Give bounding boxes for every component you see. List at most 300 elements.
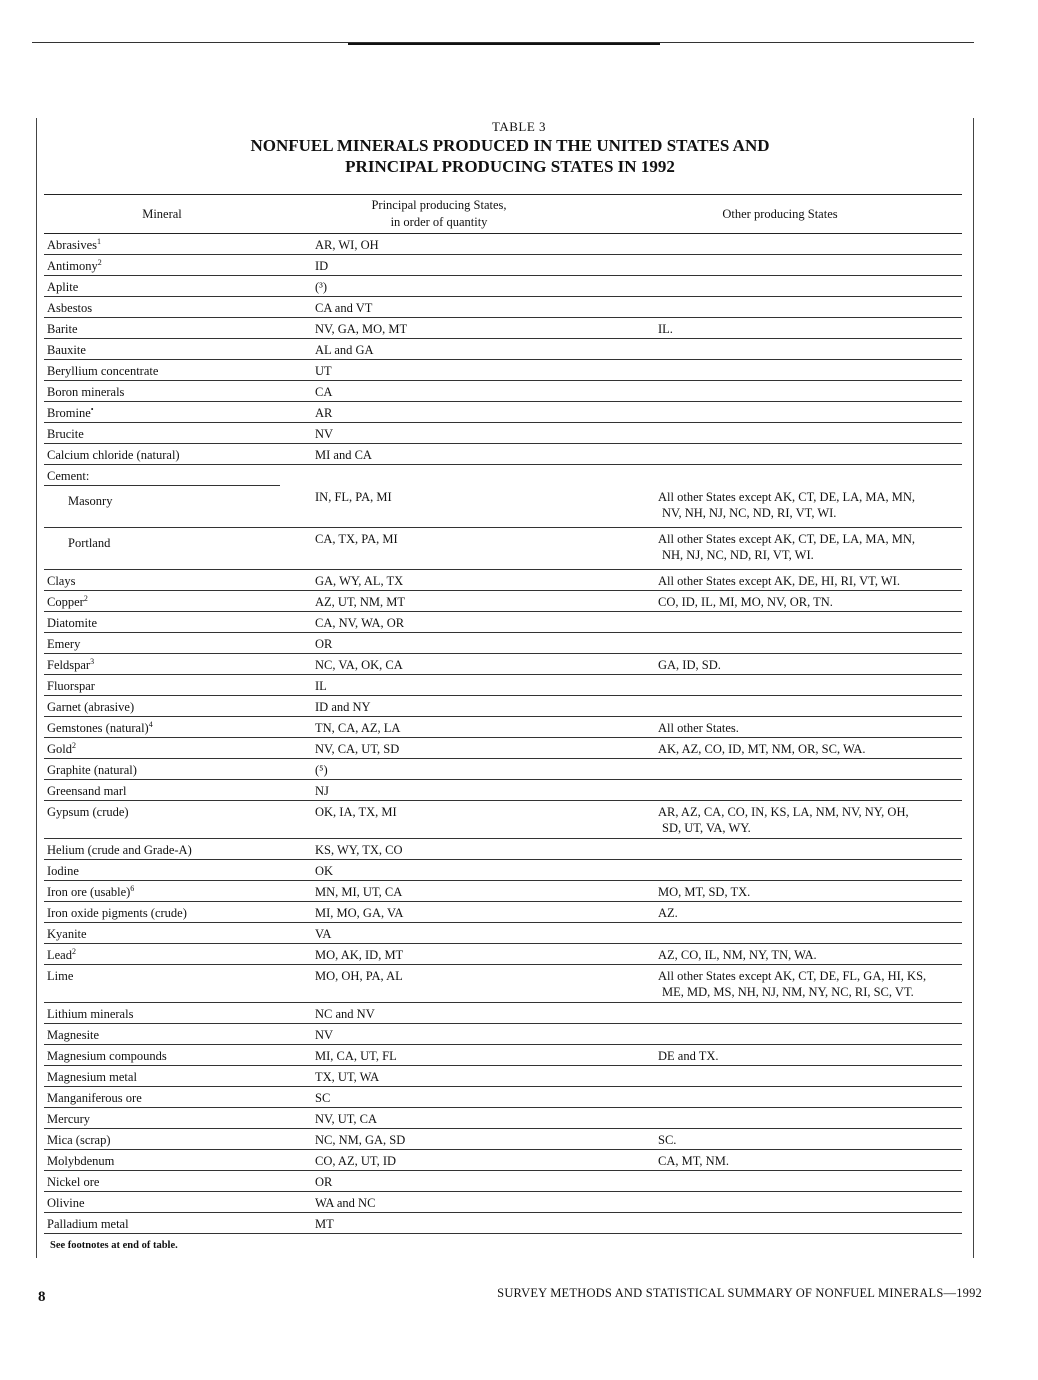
table-row [44, 801, 962, 839]
mineral-name: Lead [47, 948, 72, 962]
principal-states-cell [280, 444, 598, 465]
other-states-cell [598, 1213, 962, 1234]
other-states-cell [598, 759, 962, 780]
other-states-cell [598, 528, 962, 570]
other-states-cell [598, 1066, 962, 1087]
mineral-name: Brucite [47, 427, 84, 441]
mineral-cell [44, 234, 280, 255]
other-states-cell [598, 696, 962, 717]
table-row [44, 1129, 962, 1150]
table-row [44, 780, 962, 801]
table-row-group-header [44, 465, 962, 486]
other-states-cell [598, 570, 962, 591]
mineral-cell [44, 759, 280, 780]
principal-states: NV, GA, MO, MT [315, 322, 408, 336]
principal-states-cell [280, 881, 598, 902]
principal-states-cell [280, 360, 598, 381]
table-row [44, 965, 962, 1003]
principal-states: MI and CA [315, 448, 372, 462]
principal-states: AZ, UT, NM, MT [315, 595, 406, 609]
table-row [44, 1171, 962, 1192]
footnote-marker: 2 [72, 740, 76, 750]
table-title-line-1: NONFUEL MINERALS PRODUCED IN THE UNITED STATES AND [250, 136, 770, 155]
right-margin-line [973, 118, 974, 1258]
other-states-cell [598, 902, 962, 923]
footnote-marker: 6 [130, 883, 135, 893]
other-states: CA, MT, NM. [658, 1154, 729, 1168]
mineral-cell [44, 486, 280, 528]
principal-states-cell [280, 801, 598, 839]
principal-states-cell [280, 675, 598, 696]
other-states-cell [598, 839, 962, 860]
mineral-name: Graphite (natural) [47, 763, 137, 777]
table-row [44, 402, 962, 423]
other-states-cell [598, 318, 962, 339]
mineral-cell [44, 318, 280, 339]
principal-states: WA and NC [315, 1196, 376, 1210]
other-states-cell [598, 965, 962, 1003]
table-row [44, 1087, 962, 1108]
principal-states-cell [280, 1024, 598, 1045]
principal-states: (³) [315, 280, 328, 294]
mineral-cell [44, 1066, 280, 1087]
mineral-cell [44, 944, 280, 965]
principal-states: CA [315, 385, 333, 399]
principal-states-cell [280, 402, 598, 423]
mineral-cell [44, 381, 280, 402]
other-states-cell [598, 381, 962, 402]
principal-states: UT [315, 364, 332, 378]
other-states-cell [598, 360, 962, 381]
mineral-name: Barite [47, 322, 78, 336]
other-states-line-1: All other States except AK, CT, DE, LA, MA, MN, [658, 489, 916, 504]
principal-states-cell [280, 860, 598, 881]
other-states: IL. [658, 322, 673, 336]
principal-states-cell [280, 486, 598, 528]
principal-states-cell [280, 339, 598, 360]
principal-states-cell [280, 1150, 598, 1171]
table-row [44, 759, 962, 780]
other-states-cell [598, 444, 962, 465]
table-row [44, 1066, 962, 1087]
other-states-cell [598, 633, 962, 654]
principal-states: NV, UT, CA [315, 1112, 378, 1126]
footnote-marker: 3 [90, 656, 95, 666]
mineral-name: Feldspar [47, 658, 91, 672]
other-states-cell [598, 423, 962, 444]
page-number: 8 [38, 1289, 46, 1305]
table-label: TABLE 3 [491, 119, 547, 134]
mineral-cell [44, 297, 280, 318]
mineral-cell [44, 1108, 280, 1129]
mineral-group-label: Cement: [47, 469, 90, 483]
mineral-cell [44, 860, 280, 881]
mineral-cell [44, 965, 280, 1003]
principal-states-cell [280, 633, 598, 654]
mineral-cell [44, 612, 280, 633]
principal-states: MO, OH, PA, AL [315, 969, 403, 983]
mineral-name: Kyanite [47, 927, 87, 941]
other-states: MO, MT, SD, TX. [658, 885, 751, 899]
mineral-name: Clays [47, 574, 76, 588]
principal-states: ID and NY [315, 700, 371, 714]
principal-states: AR, WI, OH [315, 238, 379, 252]
mineral-cell [44, 360, 280, 381]
mineral-name: Molybdenum [47, 1154, 115, 1168]
footnote-marker: 2 [71, 946, 76, 956]
column-header-principal-line-2: in order of quantity [390, 215, 488, 229]
principal-states-cell [280, 423, 598, 444]
other-states-cell [598, 1150, 962, 1171]
mineral-cell [44, 1150, 280, 1171]
table-row [44, 881, 962, 902]
other-states-cell [598, 234, 962, 255]
principal-states-cell [280, 234, 598, 255]
mineral-name: Nickel ore [47, 1175, 100, 1189]
mineral-cell [44, 591, 280, 612]
mineral-cell [44, 780, 280, 801]
table-row [44, 1108, 962, 1129]
other-states-cell [598, 486, 962, 528]
principal-states-cell [280, 276, 598, 297]
other-states: All other States. [658, 721, 739, 735]
principal-states-cell [280, 1045, 598, 1066]
other-states: DE and TX. [658, 1049, 719, 1063]
mineral-name: Olivine [47, 1196, 85, 1210]
other-states-cell [598, 717, 962, 738]
minerals-table-body [44, 234, 962, 1234]
other-states-cell [598, 297, 962, 318]
mineral-cell [44, 839, 280, 860]
table-row [44, 923, 962, 944]
mineral-name: Mercury [47, 1112, 91, 1126]
table-row [44, 675, 962, 696]
principal-states: OK, IA, TX, MI [315, 805, 397, 819]
table-row [44, 444, 962, 465]
table-row [44, 1192, 962, 1213]
mineral-name: Masonry [68, 494, 113, 508]
mineral-name: Magnesium metal [47, 1070, 137, 1084]
column-header-principal-line-1: Principal producing States, [371, 198, 507, 212]
principal-states-cell [280, 839, 598, 860]
mineral-cell [44, 1213, 280, 1234]
other-states-cell [598, 801, 962, 839]
principal-states: NC, VA, OK, CA [315, 658, 403, 672]
mineral-name: Asbestos [47, 301, 93, 315]
mineral-name: Calcium chloride (natural) [47, 448, 180, 462]
footnote-marker: 4 [148, 719, 153, 729]
mineral-group-cell [44, 465, 280, 486]
principal-states-cell [280, 717, 598, 738]
other-states: SC. [658, 1133, 677, 1147]
mineral-name: Portland [68, 536, 111, 550]
running-footer: SURVEY METHODS AND STATISTICAL SUMMARY OF NONFUEL MINERALS—1992 [497, 1286, 982, 1300]
mineral-name: Gemstones (natural) [47, 721, 149, 735]
mineral-cell [44, 402, 280, 423]
other-states: All other States except AK, DE, HI, RI, VT, WI. [658, 574, 900, 588]
principal-states: CA, TX, PA, MI [315, 532, 398, 546]
other-states: GA, ID, SD. [658, 658, 721, 672]
mineral-name: Beryllium concentrate [47, 364, 159, 378]
principal-states-cell [280, 1171, 598, 1192]
principal-states: MT [315, 1217, 334, 1231]
table-row [44, 339, 962, 360]
mineral-name: Palladium metal [47, 1217, 129, 1231]
other-states-cell [598, 339, 962, 360]
principal-states: CA and VT [315, 301, 373, 315]
table-row [44, 944, 962, 965]
table-row [44, 1150, 962, 1171]
principal-states: CO, AZ, UT, ID [315, 1154, 397, 1168]
mineral-cell [44, 633, 280, 654]
table-row [44, 381, 962, 402]
principal-states-cell [280, 1129, 598, 1150]
other-states-line-2: NH, NJ, NC, ND, RI, VT, WI. [662, 548, 814, 562]
table-row [44, 738, 962, 759]
mineral-name: Garnet (abrasive) [47, 700, 135, 714]
mineral-name: Abrasives [47, 238, 97, 252]
mineral-cell [44, 738, 280, 759]
mineral-name: Diatomite [47, 616, 97, 630]
minerals-table [44, 194, 962, 1234]
other-states-cell [598, 923, 962, 944]
principal-states-cell [280, 297, 598, 318]
other-states-cell [598, 612, 962, 633]
principal-states: NC and NV [315, 1007, 375, 1021]
column-header-other: Other producing States [598, 195, 962, 234]
principal-states: OK [315, 864, 334, 878]
column-header-mineral: Mineral [44, 195, 280, 234]
mineral-name: Iodine [47, 864, 79, 878]
other-states: AZ. [658, 906, 678, 920]
mineral-cell [44, 1024, 280, 1045]
other-states-cell [598, 860, 962, 881]
mineral-cell [44, 1003, 280, 1024]
principal-states: SC [315, 1091, 331, 1105]
footnote-reference: See footnotes at end of table. [50, 1240, 178, 1251]
other-states-cell [598, 276, 962, 297]
mineral-name: Manganiferous ore [47, 1091, 142, 1105]
principal-states: NV [315, 1028, 334, 1042]
mineral-name: Emery [47, 637, 81, 651]
table-row [44, 1213, 962, 1234]
footnote-marker: 2 [97, 257, 102, 267]
column-header-principal [280, 195, 598, 234]
principal-states: OR [315, 637, 333, 651]
mineral-name: Iron oxide pigments (crude) [47, 906, 187, 920]
mineral-cell [44, 696, 280, 717]
principal-states: MI, MO, GA, VA [315, 906, 404, 920]
table-row [44, 486, 962, 528]
mineral-cell [44, 1045, 280, 1066]
principal-states: GA, WY, AL, TX [315, 574, 404, 588]
principal-states-cell [280, 944, 598, 965]
mineral-cell [44, 255, 280, 276]
other-states-cell [598, 1192, 962, 1213]
mineral-cell [44, 881, 280, 902]
other-states-cell [598, 944, 962, 965]
mineral-name: Antimony [47, 259, 98, 273]
mineral-cell [44, 654, 280, 675]
principal-states-cell [280, 902, 598, 923]
principal-states: ID [315, 259, 329, 273]
principal-states-cell [280, 1003, 598, 1024]
principal-states: MO, AK, ID, MT [315, 948, 404, 962]
principal-states-cell [280, 965, 598, 1003]
table-row [44, 297, 962, 318]
other-states-cell [598, 1045, 962, 1066]
table-row [44, 860, 962, 881]
other-states-line-1: All other States except AK, CT, DE, FL, GA, HI, KS, [658, 969, 927, 983]
table-row [44, 612, 962, 633]
other-states-cell [598, 402, 962, 423]
table-title-line-2: PRINCIPAL PRODUCING STATES IN 1992 [345, 157, 675, 176]
left-margin-line [36, 118, 37, 1258]
principal-states-cell [280, 255, 598, 276]
mineral-name: Helium (crude and Grade-A) [47, 843, 192, 857]
other-states: AK, AZ, CO, ID, MT, NM, OR, SC, WA. [658, 742, 866, 756]
other-states-line-1: AR, AZ, CA, CO, IN, KS, LA, NM, NV, NY, OH, [658, 805, 909, 819]
principal-states-cell [280, 1213, 598, 1234]
principal-states-cell [280, 654, 598, 675]
mineral-name: Magnesium compounds [47, 1049, 167, 1063]
principal-states-cell [280, 738, 598, 759]
principal-states: IN, FL, PA, MI [315, 489, 392, 504]
principal-states: AL and GA [315, 343, 374, 357]
mineral-name: Lithium minerals [47, 1007, 134, 1021]
other-states-cell [598, 654, 962, 675]
principal-states-cell [280, 1108, 598, 1129]
principal-states-cell [280, 318, 598, 339]
mineral-name: Copper [47, 595, 84, 609]
mineral-name: Lime [47, 969, 74, 983]
table-row [44, 839, 962, 860]
principal-states-cell [280, 759, 598, 780]
principal-states: AR [315, 406, 333, 420]
mineral-cell [44, 801, 280, 839]
mineral-name: Mica (scrap) [47, 1133, 111, 1147]
mineral-name: Iron ore (usable) [47, 885, 131, 899]
table-row [44, 570, 962, 591]
principal-states: IL [315, 679, 327, 693]
principal-states: TN, CA, AZ, LA [315, 721, 401, 735]
principal-states-cell [280, 1066, 598, 1087]
mineral-cell [44, 717, 280, 738]
mineral-cell [44, 276, 280, 297]
other-states-cell [598, 881, 962, 902]
other-states: AZ, CO, IL, NM, NY, TN, WA. [658, 948, 817, 962]
principal-states-cell [280, 528, 598, 570]
principal-states: NJ [315, 784, 329, 798]
mineral-cell [44, 339, 280, 360]
mineral-name: Greensand marl [47, 784, 127, 798]
principal-states-cell [280, 780, 598, 801]
minerals-table-wrapper [44, 194, 962, 1234]
mineral-cell [44, 423, 280, 444]
principal-states: CA, NV, WA, OR [315, 616, 405, 630]
mineral-cell [44, 444, 280, 465]
other-states-cell [598, 465, 962, 486]
principal-states: OR [315, 1175, 333, 1189]
mineral-cell [44, 1087, 280, 1108]
principal-states: (⁵) [315, 763, 328, 777]
table-row [44, 717, 962, 738]
table-row [44, 255, 962, 276]
mineral-name: Boron minerals [47, 385, 125, 399]
principal-states-cell [280, 591, 598, 612]
mineral-cell [44, 923, 280, 944]
principal-states-cell [280, 612, 598, 633]
mineral-name: Aplite [47, 280, 79, 294]
table-row [44, 1045, 962, 1066]
other-states-cell [598, 780, 962, 801]
table-row [44, 318, 962, 339]
principal-states: NV, CA, UT, SD [315, 742, 400, 756]
table-row [44, 696, 962, 717]
table-row [44, 234, 962, 255]
other-states-cell [598, 1024, 962, 1045]
table-title [160, 135, 860, 177]
mineral-cell [44, 528, 280, 570]
mineral-name: Bauxite [47, 343, 86, 357]
mineral-name: Gypsum (crude) [47, 805, 129, 819]
table-row [44, 633, 962, 654]
mineral-name: Magnesite [47, 1028, 100, 1042]
principal-states: NC, NM, GA, SD [315, 1133, 406, 1147]
other-states: CO, ID, IL, MI, MO, NV, OR, TN. [658, 595, 833, 609]
table-row [44, 276, 962, 297]
other-states-cell [598, 255, 962, 276]
principal-states-cell [280, 570, 598, 591]
mineral-name: Gold [47, 742, 72, 756]
mineral-cell [44, 1192, 280, 1213]
table-row [44, 654, 962, 675]
other-states-line-2: SD, UT, VA, WY. [662, 821, 751, 835]
table-row [44, 423, 962, 444]
principal-states: TX, UT, WA [315, 1070, 380, 1084]
mineral-cell [44, 902, 280, 923]
principal-states-cell [280, 465, 598, 486]
principal-states-cell [280, 1087, 598, 1108]
table-row [44, 1024, 962, 1045]
other-states-cell [598, 1108, 962, 1129]
principal-states-cell [280, 696, 598, 717]
table-row [44, 528, 962, 570]
table-header-row [44, 195, 962, 234]
principal-states: NV [315, 427, 334, 441]
top-rule-accent [348, 43, 660, 45]
mineral-name: Bromine [47, 406, 91, 420]
other-states-line-2: ME, MD, MS, NH, NJ, NM, NY, NC, RI, SC, VT. [662, 985, 914, 999]
other-states-cell [598, 1087, 962, 1108]
other-states-cell [598, 591, 962, 612]
table-row [44, 1003, 962, 1024]
principal-states: KS, WY, TX, CO [315, 843, 403, 857]
other-states-cell [598, 675, 962, 696]
principal-states: MN, MI, UT, CA [315, 885, 403, 899]
principal-states-cell [280, 381, 598, 402]
mineral-cell [44, 675, 280, 696]
other-states-line-1: All other States except AK, CT, DE, LA, MA, MN, [658, 532, 916, 546]
principal-states: VA [315, 927, 332, 941]
other-states-cell [598, 1171, 962, 1192]
mineral-cell [44, 1171, 280, 1192]
mineral-cell [44, 570, 280, 591]
other-states-cell [598, 1003, 962, 1024]
principal-states: MI, CA, UT, FL [315, 1049, 397, 1063]
principal-states-cell [280, 1192, 598, 1213]
table-row [44, 902, 962, 923]
